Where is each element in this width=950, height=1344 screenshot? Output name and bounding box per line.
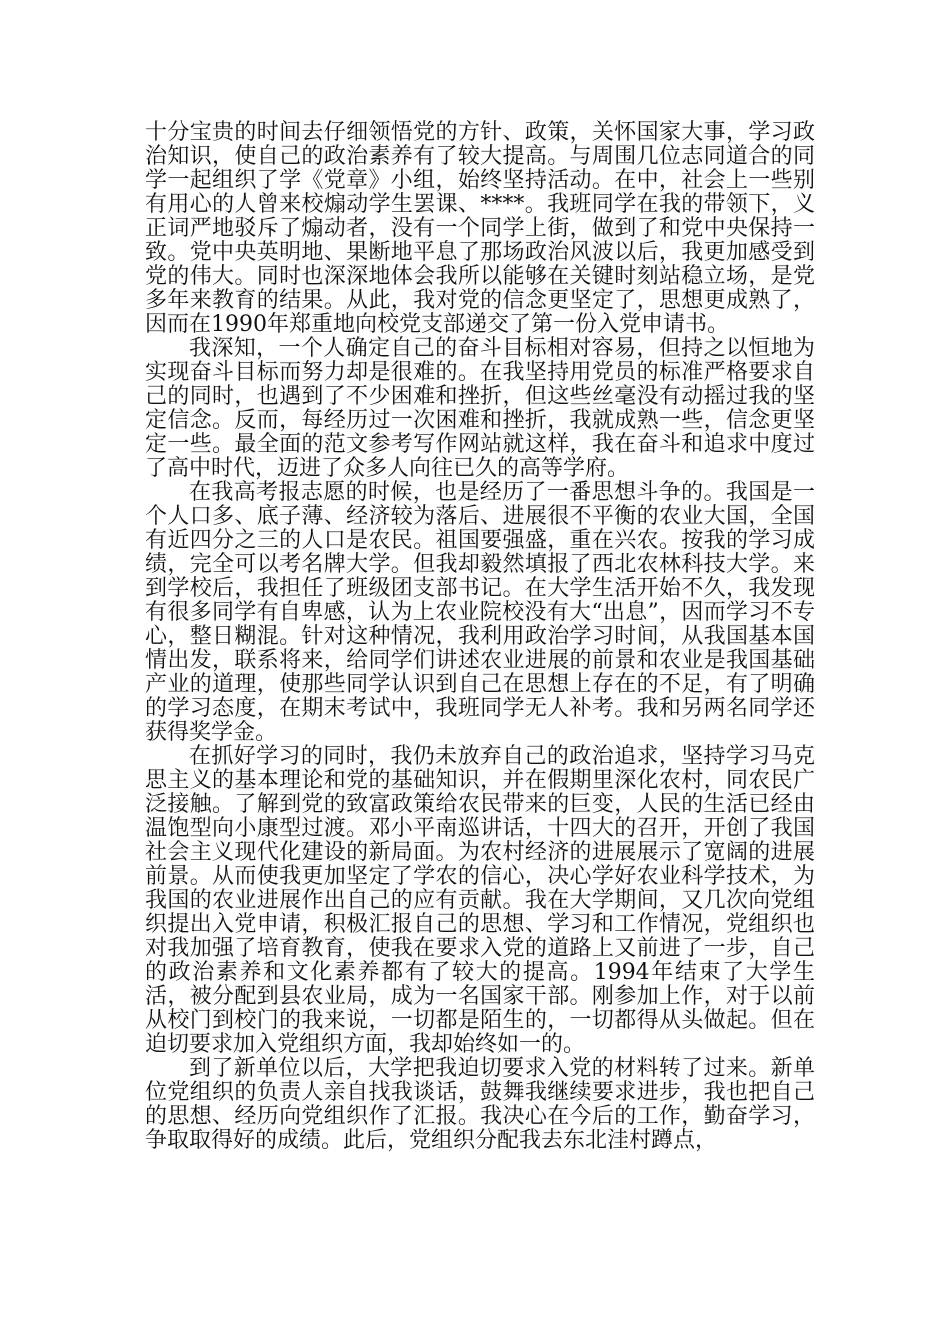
paragraph-4: 在抓好学习的同时，我仍未放弃自己的政治追求，坚持学习马克思主义的基本理论和党的基础知识，并在假期里深化农村，同农民广泛接触。了解到党的致富政策给农民带来的巨变，人民的生活已经由温饱型向小康型过渡。邓小平南巡讲话，十四大的召开，开创了我国社会主义现代化建设的新局面。为农村经济的进展展示了宽阔的进展前景。从而使我更加坚定了学农的信心，决心学好农业科学技术，为我国的农业进展作出自己的应有贡献。我在大学期间，又几次向党组织提出入党申请，积极汇报自己的思想、学习和工作情况，党组织也对我加强了培育教育，使我在要求入党的道路上又前进了一步，自己的政治素养和文化素养都有了较大的提高。1994年结束了大学生活，被分配到县农业局，成为一名国家干部。刚参加上作，对于以前从校门到校门的我来说，一切都是陌生的，一切都得从头做起。但在迫切要求加入党组织方面，我却始终如一的。 bbox=[145, 744, 815, 1057]
paragraph-3: 在我高考报志愿的时候，也是经历了一番思想斗争的。我国是一个人口多、底子薄、经济较为落后、进展很不平衡的农业大国，全国有近四分之三的人口是农民。祖国要强盛，重在兴农。按我的学习成绩，完全可以考名牌大学。但我却毅然填报了西北农林科技大学。来到学校后，我担任了班级团支部书记。在大学生活开始不久，我发现有很多同学有自卑感，认为上农业院校没有大“出息”，因而学习不专心，整日糊混。针对这种情况，我利用政治学习时间，从我国基本国情出发，联系将来，给同学们讲述农业进展的前景和农业是我国基础产业的道理，使那些同学认识到自己在思想上存在的不足，有了明确的学习态度，在期末考试中，我班同学无人补考。我和另两名同学还获得奖学金。 bbox=[145, 480, 815, 745]
paragraph-1: 十分宝贵的时间去仔细领悟党的方针、政策，关怀国家大事，学习政治知识，使自己的政治素养有了较大提高。与周围几位志同道合的同学一起组织了学《党章》小组，始终坚持活动。在中，社会上一些别有用心的人曾来校煽动学生罢课、****。我班同学在我的带领下，义正词严地驳斥了煽动者，没有一个同学上街，做到了和党中央保持一致。党中央英明地、果断地平息了那场政治风波以后，我更加感受到党的伟大。同时也深深地体会我所以能够在关键时刻站稳立场，是党多年来教育的结果。从此，我对党的信念更坚定了，思想更成熟了，因而在1990年郑重地向校党支部递交了第一份入党申请书。 bbox=[145, 120, 815, 337]
body-text bbox=[145, 121, 815, 1153]
paragraph-5: 到了新单位以后，大学把我迫切要求入党的材料转了过来。新单位党组织的负责人亲自找我谈话，鼓舞我继续要求进步，我也把自己的思想、经历向党组织作了汇报。我决心在今后的工作，勤奋学习，争取取得好的成绩。此后，党组织分配我去东北洼村蹲点， bbox=[145, 1056, 815, 1153]
paragraph-2: 我深知，一个人确定自己的奋斗目标相对容易，但持之以恒地为实现奋斗目标而努力却是很难的。在我坚持用党员的标准严格要求自己的同时，也遇到了不少困难和挫折，但这些丝毫没有动摇过我的坚定信念。反而，每经历过一次困难和挫折，我就成熟一些，信念更坚定一些。最全面的范文参考写作网站就这样，我在奋斗和追求中度过了高中时代，迈进了众多人向往已久的高等学府。 bbox=[145, 336, 815, 481]
